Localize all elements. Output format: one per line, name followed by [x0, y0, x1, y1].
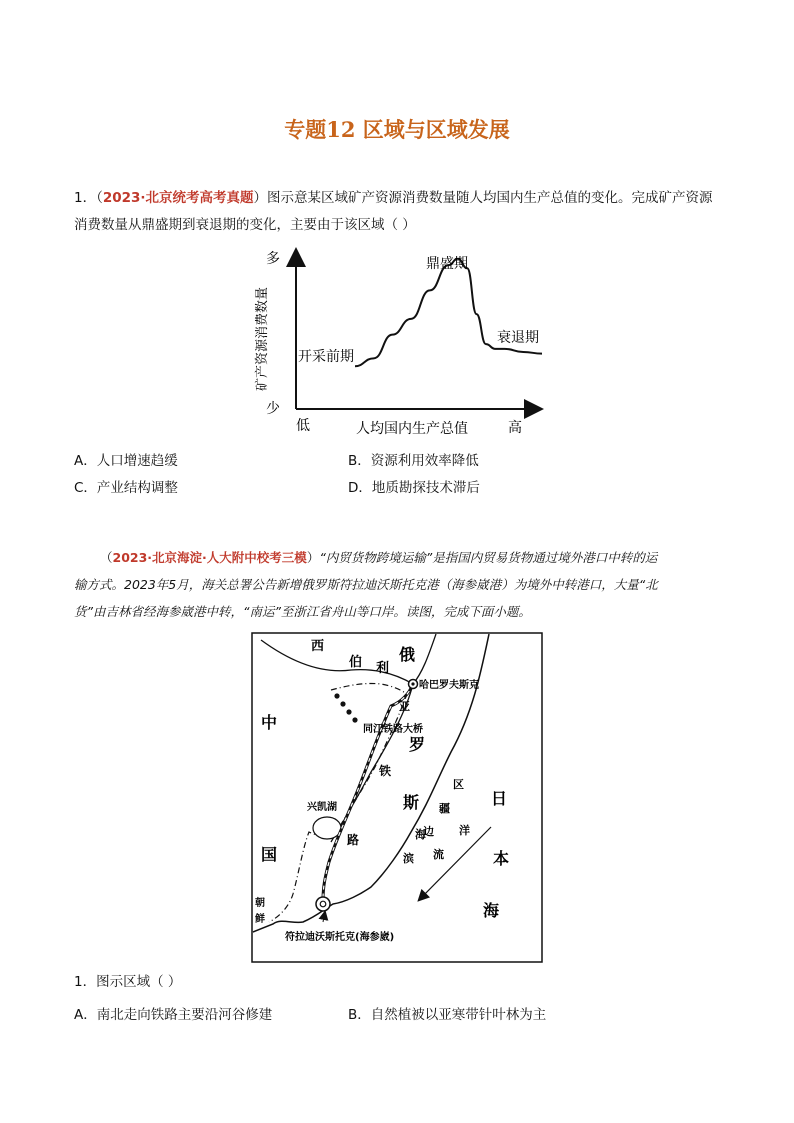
svg-text:俄: 俄 — [399, 645, 416, 664]
q2-stem-line1: “内贸货物跨境运输”是指国内贸易货物通过境外港口中转的运 — [319, 550, 658, 565]
svg-text:国: 国 — [261, 845, 278, 864]
q1-source: 2023·北京统考高考真题 — [102, 190, 254, 206]
q2-sub1-option-a[interactable]: A．南北走向铁路主要沿河谷修建 — [74, 1007, 273, 1023]
y-low-label: 少 — [266, 401, 280, 417]
q1-option-a[interactable]: A．人口增速趋缓 — [74, 453, 178, 469]
bridge-label: 同江铁路大桥 — [363, 724, 423, 735]
lake-khanka — [313, 817, 341, 839]
q2-stem-line3: 货”由吉林省经海参崴港中转，“南运”至浙江省舟山等口岸。读图，完成下面小题。 — [74, 604, 531, 619]
svg-text:路: 路 — [347, 833, 360, 847]
svg-text:边: 边 — [423, 825, 434, 838]
lake-khanka-label: 兴凯湖 — [307, 802, 337, 813]
svg-text:伯: 伯 — [349, 655, 363, 670]
svg-text:中: 中 — [261, 713, 278, 732]
svg-text:利: 利 — [376, 661, 390, 676]
q2-source: 2023·北京海淀·人大附中校考三模 — [112, 550, 307, 565]
y-axis-title: 矿产资源消费数量 — [255, 286, 270, 391]
svg-text:亚: 亚 — [399, 700, 410, 713]
q1-stem-line1: 图示意某区域矿产资源消费数量随人均国内生产总值的变化。完成矿产资源 — [267, 190, 713, 206]
svg-text:本: 本 — [493, 849, 510, 868]
series-line — [355, 259, 542, 366]
svg-text:西: 西 — [311, 639, 325, 654]
q1-number: 1． — [74, 190, 97, 206]
svg-text:日: 日 — [491, 789, 508, 808]
svg-text:斯: 斯 — [403, 793, 420, 812]
svg-text:铁: 铁 — [379, 764, 392, 778]
svg-text:海: 海 — [483, 901, 500, 920]
svg-text:海: 海 — [415, 828, 426, 841]
svg-text:流: 流 — [433, 848, 444, 861]
svg-text:罗: 罗 — [409, 735, 426, 754]
vladivostok-label: 符拉迪沃斯托克(海参崴) — [285, 932, 395, 943]
q1-option-c[interactable]: C．产业结构调整 — [74, 480, 178, 496]
x-high-label: 高 — [508, 420, 522, 436]
annotation-early: 开采前期 — [298, 349, 354, 365]
svg-text:鲜: 鲜 — [255, 914, 265, 925]
x-low-label: 低 — [296, 418, 310, 434]
q1-option-d[interactable]: D．地质勘探技术滞后 — [348, 480, 480, 496]
q2-stem: （2023·北京海淀·人大附中校考三模）“内贸货物跨境运输”是指国内贸易货物通过境外港口中转的运 输方式。2023年5月，海关总署公告新增俄罗斯符拉迪沃斯托克港（海参崴港）为境外中转港口，大量“北 货”由吉林省经海参崴港中转，“南运”至浙江省舟山等口岸。读图，完成下面小题。 — [74, 550, 658, 619]
q1-chart — [250, 243, 550, 443]
y-high-label: 多 — [266, 251, 280, 267]
svg-text:区: 区 — [453, 778, 464, 791]
q1-option-b[interactable]: B．资源利用效率降低 — [348, 453, 479, 469]
q2-sub1-stem: 1．图示区域（ ） — [74, 974, 182, 990]
q2-stem-line2: 输方式。2023年5月，海关总署公告新增俄罗斯符拉迪沃斯托克港（海参崴港）为境外中转港口，大量“北 — [74, 577, 658, 592]
q1-stem-line2: 消费数量从鼎盛期到衰退期的变化，主要由于该区域（ ） — [74, 217, 416, 233]
svg-text:疆: 疆 — [439, 802, 450, 815]
svg-text:洋: 洋 — [459, 824, 470, 837]
q1-stem: 1．（2023·北京统考高考真题）图示意某区域矿产资源消费数量随人均国内生产总值的变化。完成矿产资源 消费数量从鼎盛期到衰退期的变化，主要由于该区域（ ） — [74, 190, 713, 233]
svg-text:朝: 朝 — [255, 898, 265, 909]
habarovsk-label: 哈巴罗夫斯克 — [419, 680, 479, 691]
annotation-peak: 鼎盛期 — [426, 256, 468, 272]
q2-sub1-option-b[interactable]: B．自然植被以亚寒带针叶林为主 — [348, 1007, 547, 1023]
region-map — [251, 632, 543, 963]
x-axis-title: 人均国内生产总值 — [356, 421, 468, 437]
svg-text:滨: 滨 — [403, 852, 414, 865]
annotation-decline: 衰退期 — [497, 330, 539, 346]
page-title: 专题12 区域与区域发展 — [284, 117, 510, 142]
